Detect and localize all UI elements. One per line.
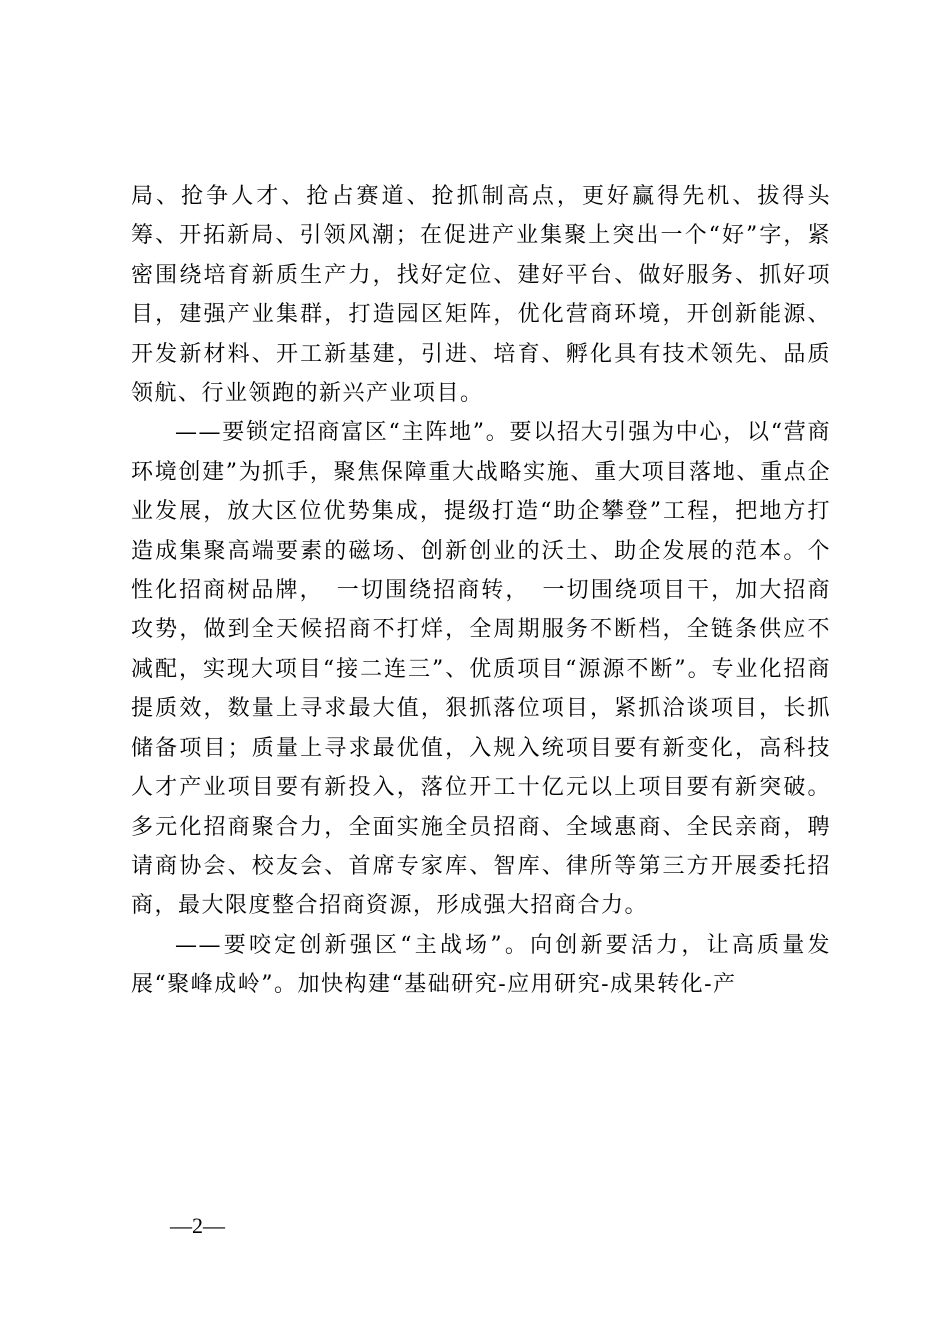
paragraph-3: ——要咬定创新强区“主战场”。向创新要活力，让高质量发展“聚峰成岭”。加快构建“基础研究-应用研究-成果转化-产 [131, 932, 831, 998]
paragraph-2: ——要锁定招商富区“主阵地”。要以招大引强为中心，以“营商环境创建”为抓手，聚焦保障重大战略实施、重大项目落地、重点企业发展，放大区位优势集成，提级打造“助企攀登”工程，把地方打造成集聚高端要素的磁场、创新创业的沃土、助企发展的范本。个性化招商树品牌， 一切围绕招商转， 一切围绕项目干，加大招商攻势，做到全天候招商不打烊，全周期服务不断档，全链条供应不减配，实现大项目“接二连三”、优质项目“源源不断”。专业化招商提质效，数量上寻求最大值，狠抓落位项目，紧抓洽谈项目，长抓储备项目；质量上寻求最优值，入规入统项目要有新变化，高科技人才产业项目要有新投入，落位开工十亿元以上项目要有新突破。多元化招商聚合力，全面实施全员招商、全域惠商、全民亲商，聘请商协会、校友会、首席专家库、智库、律所等第三方开展委托招商，最大限度整合招商资源，形成强大招商合力。 [131, 420, 831, 919]
page-number: —2— [170, 1213, 225, 1238]
paragraph-1: 局、抢争人才、抢占赛道、抢抓制高点，更好赢得先机、拔得头筹、开拓新局、引领风潮；在促进产业集聚上突出一个“好”字，紧密围绕培育新质生产力，找好定位、建好平台、做好服务、抓好项目，建强产业集群，打造园区矩阵，优化营商环境，开创新能源、开发新材料、开工新基建，引进、培育、孵化具有技术领先、品质领航、行业领跑的新兴产业项目。 [131, 184, 831, 407]
document-body [131, 177, 831, 1005]
